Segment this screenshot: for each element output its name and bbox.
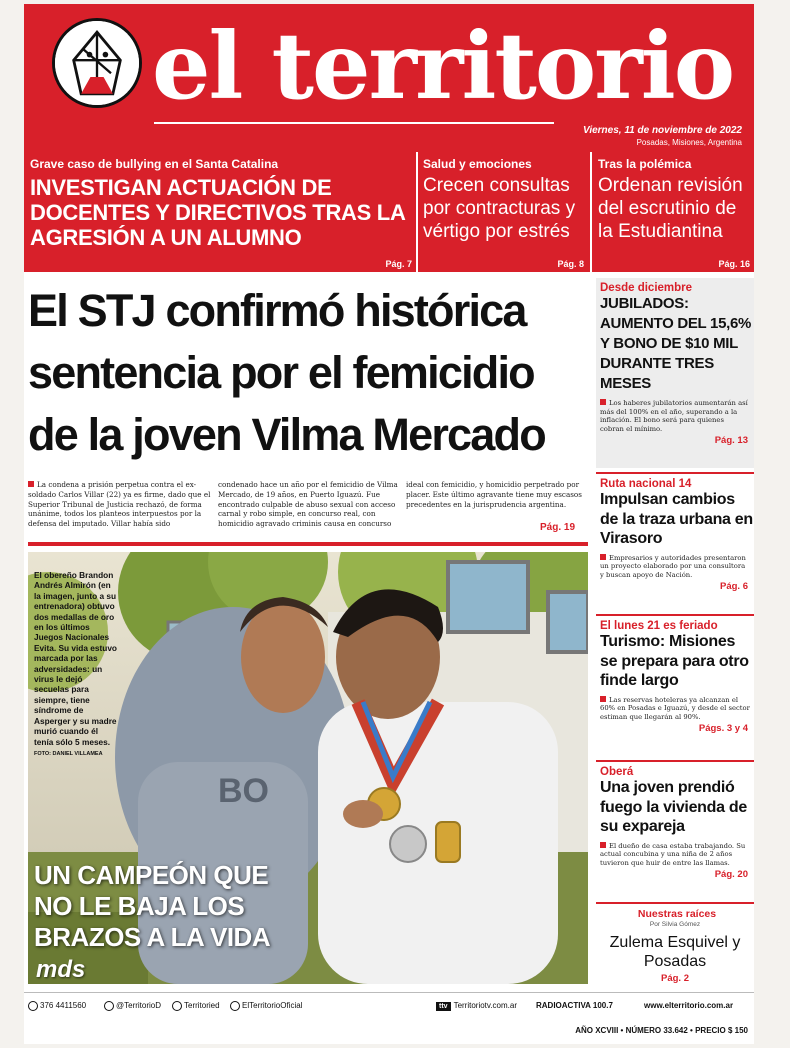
main-page-ref: Pág. 19 [540, 522, 576, 533]
lead-photo[interactable] [28, 552, 588, 984]
strip-headline: Crecen consultas por contracturas y vértigo por estrés [423, 175, 576, 242]
ttv-logo: ttv [436, 1002, 451, 1011]
sidebar-text-body: El dueño de casa estaba trabajando. Su actual concubina y una niña de 2 años tuvieron que huir de entre las llamas. [600, 841, 746, 867]
sidebar-page: Pág. 13 [714, 435, 748, 447]
instagram-icon [230, 1001, 240, 1011]
sidebar-headline: Una joven prendió fuego la vivienda de su expareja [600, 779, 747, 835]
issue-info: AÑO XCVIII • NÚMERO 33.642 • PRECIO $ 150 [575, 1026, 748, 1035]
strip-headline: INVESTIGAN ACTUACIÓN DE DOCENTES Y DIRECTIVOS TRAS LA AGRESIÓN A UN ALUMNO [30, 175, 405, 250]
photo-caption-text: El obereño Brandon Andrés Almirón (en la imagen, junto a su entrenadora) obtuvo dos medallas de oro en los últimos Juegos Nacionales Evita. Su vida estuvo marcada por las adversidades: un virus le dejó secuelas para siempre, tiene síndrome de Asperger y su madre murió cuando él tenía sólo 5 meses. [34, 570, 117, 747]
sidebar-divider [596, 902, 754, 904]
strip-headline: Ordenan revisión del escrutinio de la Estudiantina [598, 175, 743, 242]
footer-radio[interactable]: RADIOACTIVA 100.7 [536, 1001, 613, 1010]
whatsapp-icon [28, 1001, 38, 1011]
main-lede-col-3: ideal con femicidio, y homicidio perpetrado por placer. Este último agravante tiene muy escasos precedentes en la jurisprudencia argentina. [406, 480, 582, 509]
shirt-text: BO [218, 772, 269, 810]
sidebar-kicker: Ruta nacional 14 [600, 478, 692, 490]
logo-icon [52, 18, 142, 108]
sidebar-page: Pág. 2 [661, 973, 689, 984]
bullet-square-icon [600, 842, 606, 848]
strip-kicker: Grave caso de bullying en el Santa Catalina [30, 157, 279, 171]
sidebar-text-body: Empresarios y autoridades presentaron un proyecto elaborado por una consultora y buscan apoyo de Nación. [600, 553, 746, 579]
footer-facebook[interactable] [172, 1001, 220, 1011]
strip-page: Pág. 16 [718, 259, 750, 269]
sidebar-divider [596, 472, 754, 474]
sidebar-headline: Zulema Esquivel y Posadas [609, 934, 741, 970]
strip-page: Pág. 8 [557, 259, 584, 269]
sidebar-text [600, 842, 750, 868]
photo-headline [34, 860, 270, 953]
bullet-square-icon [600, 399, 606, 405]
sidebar-headline: JUBILADOS: AUMENTO DEL 15,6% Y BONO DE $10 MIL DURANTE TRES MESES [600, 295, 752, 392]
strip-kicker: Salud y emociones [423, 157, 532, 171]
bullet-square-icon [28, 481, 34, 487]
footer-instagram[interactable] [230, 1001, 302, 1011]
strip-story-salud[interactable] [416, 152, 588, 272]
sidebar-page: Pág. 20 [714, 869, 748, 881]
footer-twitter-text: @TerritorioD [116, 1001, 162, 1011]
main-divider [28, 542, 588, 546]
facebook-icon [172, 1001, 182, 1011]
strip-page: Pág. 7 [385, 259, 412, 269]
photo-credit: FOTO: DANIEL VILLAMEA [34, 750, 103, 757]
strip-story-estudiantina[interactable] [590, 152, 754, 272]
sidebar-headline: Turismo: Misiones se prepara para otro finde largo [600, 633, 749, 689]
main-lede-col-2: condenado hace un año por el femicidio de Vilma Mercado, de 19 años, en Puerto Iguazú. Fue encontrado culpable de abuso sexual con acceso carnal y robo simple, en concurso real, con homicidio agravado criminis causa en concurso [218, 480, 398, 529]
sidebar-divider [596, 760, 754, 762]
bullet-square-icon [600, 554, 606, 560]
sidebar-item-obera[interactable] [596, 766, 754, 880]
mds-logo: mds [36, 956, 86, 983]
strip-kicker: Tras la polémica [598, 157, 692, 171]
photo-headline-line: NO LE BAJA LOS [34, 891, 245, 921]
sidebar-kicker: El lunes 21 es feriado [600, 620, 718, 632]
masthead [24, 4, 754, 152]
main-lede-text: La condena a prisión perpetua contra el ex-soldado Carlos Villar (22) ya es firme, dado que el Superior Tribunal de Justicia rechazó, de forma unánime, todos los planteos interpuestos por la defensa del imputado. Villar había sido [28, 480, 211, 529]
sidebar-text-body: Las reservas hoteleras ya alcanzan el 60% en Posadas e Iguazú, y desde el sector estiman que llegarán al 90%. [600, 695, 750, 721]
sidebar-item-ruta14[interactable] [596, 478, 754, 592]
brand-name: el territorio [152, 12, 734, 120]
sidebar-item-nuestras-raices[interactable] [596, 908, 754, 984]
sidebar-page: Págs. 3 y 4 [698, 723, 748, 735]
sidebar-text-body: Los haberes jubilatorios aumentarán así más del 100% en el año, superando a la inflación. El bono será para quienes cobran el mínimo. [600, 399, 748, 433]
main-lede-col-1 [28, 480, 212, 529]
footer-whatsapp[interactable] [28, 1001, 86, 1011]
strip-story-bullying[interactable] [24, 152, 416, 272]
footer-twitter[interactable] [104, 1001, 161, 1011]
sidebar-kicker: Nuestras raíces [637, 908, 717, 920]
bullet-square-icon [600, 696, 606, 702]
footer-tv[interactable] [436, 1001, 517, 1011]
photo-headline-line: BRAZOS A LA VIDA [34, 922, 271, 952]
newspaper-front-page [24, 4, 754, 1044]
twitter-icon [104, 1001, 114, 1011]
sidebar-divider [596, 614, 754, 616]
sidebar-item-turismo[interactable] [596, 620, 754, 734]
issue-date: Viernes, 11 de noviembre de 2022 [583, 125, 742, 136]
sidebar-headline: Impulsan cambios de la traza urbana en Virasoro [600, 491, 753, 547]
footer-tv-text: Territoriotv.com.ar [453, 1001, 517, 1010]
photo-headline-line: UN CAMPEÓN QUE [34, 860, 269, 890]
footer-website[interactable]: www.elterritorio.com.ar [644, 1001, 734, 1010]
masthead-rule [154, 122, 554, 124]
issue-place: Posadas, Misiones, Argentina [636, 138, 742, 147]
sidebar-page: Pág. 6 [720, 581, 748, 593]
sidebar-item-jubilados[interactable] [596, 278, 754, 468]
footer-whatsapp-text: 376 4411560 [40, 1001, 87, 1011]
sidebar-text [600, 399, 750, 433]
footer-facebook-text: Territoried [184, 1001, 220, 1011]
sidebar-kicker: Oberá [600, 766, 634, 778]
main-headline[interactable]: El STJ confirmó histórica sentencia por el femicidio de la joven Vilma Mercado [28, 285, 545, 460]
sidebar-kicker: Desde diciembre [600, 282, 693, 294]
photo-caption [34, 570, 118, 759]
sidebar-text [600, 696, 750, 722]
footer [24, 992, 754, 1018]
footer-instagram-text: ElTerritorioOficial [242, 1001, 303, 1011]
top-strip [24, 152, 754, 272]
sidebar-byline: Por Silvia Gómez [649, 921, 701, 928]
sidebar-text [600, 554, 750, 580]
